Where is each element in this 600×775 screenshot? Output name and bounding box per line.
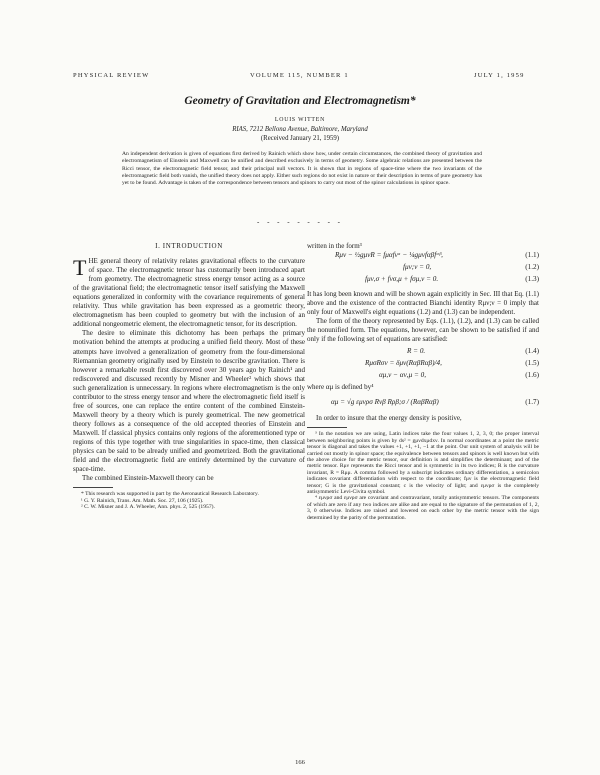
- body-paragraph: The form of the theory represented by Eqs. (1.1), (1.2), and (1.3) can be called the nonunified form. The equations, however, can be shown to be satisfied if and only if the following set of equations are satisfied:: [307, 317, 539, 344]
- equation-expression: αμ,ν − αν,μ = 0,: [379, 371, 427, 380]
- equation-expression: αμ = √g εμνρσ Rνβ Rρβ;σ / (RαβRαβ): [331, 398, 439, 407]
- section-heading: I. INTRODUCTION: [155, 242, 223, 250]
- journal-name: PHYSICAL REVIEW: [73, 72, 150, 79]
- footnote: * This research was supported in part by the Aeronautical Research Laboratory.: [81, 491, 259, 498]
- author-name: LOUIS WITTEN: [274, 117, 326, 123]
- equation-1-2: [307, 263, 539, 275]
- equations-intro: written in the form³: [307, 242, 362, 250]
- right-column: [307, 242, 539, 521]
- received-date: (Received January 21, 1959): [260, 135, 340, 142]
- equation-number: (1.5): [525, 359, 539, 368]
- equation-1-3: [307, 275, 539, 287]
- equation-number: (1.1): [525, 251, 539, 260]
- intro-paragraph-3: The combined Einstein-Maxwell theory can be: [82, 474, 214, 483]
- drop-cap: T: [73, 255, 87, 281]
- body-paragraph: It has long been known and will be shown again explicitly in Sec. III that Eq. (1.1) above and the existence of the contracted Bianchi identity Rμν;ν = 0 imply that only four of Maxwell's eight equations (1.2) and (1.3) can be independent.: [307, 290, 539, 317]
- author-affiliation: RIAS, 7212 Bellona Avenue, Baltimore, Maryland: [232, 126, 368, 133]
- footnote: ¹ G. Y. Rainich, Trans. Am. Math. Soc. 27, 106 (1925).: [81, 497, 204, 504]
- equation-1-1: [307, 251, 539, 263]
- equation-expression: RμσRσν = δμν(RαβRαβ)/4,: [365, 359, 442, 368]
- equation-expression: fμν,σ + fνσ,μ + fσμ,ν = 0.: [365, 275, 439, 284]
- equation-definition-text: where αμ is defined by⁴: [307, 383, 374, 392]
- volume-info: VOLUME 115, NUMBER 1: [250, 72, 349, 79]
- page-number: 166: [295, 759, 305, 766]
- equation-number: (1.7): [525, 398, 539, 407]
- equation-number: (1.4): [525, 347, 539, 356]
- body-paragraph: In order to insure that the energy density is positive,: [316, 414, 462, 423]
- equation-1-7: [307, 394, 539, 414]
- equation-expression: R = 0.: [407, 347, 426, 356]
- equation-1-4: [307, 347, 539, 359]
- intro-paragraph-2: The desire to eliminate this dichotomy has been perhaps the primary motivation behind the attempts at producing a unified field theory. Most of these attempts have involved a generalization of geometry from the four-dimensional Riemannian geometry originally used by Einstein to describe gravitation. There is however a remarkable result first discovered over 30 years ago by Rainich¹ and rediscovered and discussed recently by Misner and Wheeler² which shows that such generalization is unnecessary. In regions where electromagnetism is the only contributor to the stress energy tensor and where the electromagnetic field itself is free of sources, one can replace the entire content of the combined Einstein-Maxwell theory by a theory which is purely geometrical. The new geometrical theory follows as a consequence of the old accepted theories of Einstein and Maxwell. If classical physics contains only regions of the aforementioned type or regions of this type together with true singularities in space-time, then classical physics can be said to be already unified and geometrized. Both the gravitational field and the electromagnetic field are entirely determined by the curvature of space-time.: [73, 329, 305, 474]
- equation-number: (1.2): [525, 263, 539, 272]
- footnote: ² C. W. Misner and J. A. Wheeler, Ann. phys. 2, 525 (1957).: [81, 504, 215, 511]
- footnote-rule: [73, 487, 113, 488]
- footnote: ³ In the notation we are using, Latin indices take the four values 1, 2, 3, 0; the proper interval between neighboring points is given by ds² = gμνdxμdxν. In normal coordinates at a point the metric tensor is diagonal and takes the values +1, +1, +1, −1 at the point. Our unit system of analysis will be carried out mostly in spinor space; the equivalence between tensors and spinors is well known but with the above choice for the metric tensor, our definition is and simplifies the determinant; and of the metric tensor. Rμν represents the Ricci tensor and is symmetric in its two indices; R is the curvature invariant, R = Rμμ. A comma followed by a subscript indicates ordinary differentiation, a semicolon indicates covariant differentiation with respect to the coordinate; fμν is the electromagnetic field tensor; G is the gravitational constant; c is the velocity of light; and εμνρσ is the completely antisymmetric Levi-Civita symbol.: [307, 431, 539, 496]
- issue-date: JULY 1, 1959: [474, 72, 525, 79]
- equation-number: (1.3): [525, 275, 539, 284]
- equation-number: (1.6): [525, 371, 539, 380]
- intro-paragraph-1: [73, 257, 305, 329]
- article-title: Geometry of Gravitation and Electromagnetism*: [184, 95, 416, 107]
- footnote-rule: [307, 427, 347, 428]
- equation-expression: fμν;ν = 0,: [403, 263, 432, 272]
- abstract: An independent derivation is given of equations first derived by Rainich which show how, under certain circumstances, the combined theory of gravitation and electromagnetism of Einstein and Maxwell can be unified and described exclusively in terms of geometry. Some algebraic relations are presented between the Ricci tensor, the electromagnetic field tensor, and their principal null vectors. It is shown that in regions of space-time where the two invariants of the electromagnetic field both vanish, the unified theory does not apply. Either such regions do not exist in nature or their description in terms of pure geometry has yet to be found. Advantage is taken of the correspondence between tensors and spinors to carry out most of the spinor calculations in spinor space.: [122, 151, 482, 187]
- left-column: [73, 242, 305, 510]
- equation-1-5: [307, 359, 539, 371]
- intro-paragraph-1-text: HE general theory of relativity relates gravitational effects to the curvature of space. The electromagnetic tensor has customarily been introduced apart from geometry. The electromagnetic stress energy tensor acting as a source of the gravitational field; the electromagnetic tensor itself satisfying the Maxwell equations generalized in conformity with the covariance requirements of general relativity. Thus while gravitation has been expressed as a geometric theory, electromagnetism has been coupled to geometry but with the inclusion of an additional nongeometric element, the electromagnetic tensor, for its description.: [73, 257, 305, 329]
- section-separator: - - - - - - - - -: [257, 218, 343, 226]
- equation-1-6: [307, 371, 539, 383]
- equation-expression: Rμν − ½gμνR = fμαfνᵅ − ¼gμνfαβfᵅᵝ,: [335, 251, 443, 260]
- footnote: ⁴ εμνρσ and εμνρσ are covariant and contravariant, totally antisymmetric tensors. The components of which are zero if any two indices are alike and are equal to the signature of the permutation of 1, 2, 3, 0 otherwise. Indices are raised and lowered on each other by the metric tensor with the sign determined by the parity of the permutation.: [307, 495, 539, 521]
